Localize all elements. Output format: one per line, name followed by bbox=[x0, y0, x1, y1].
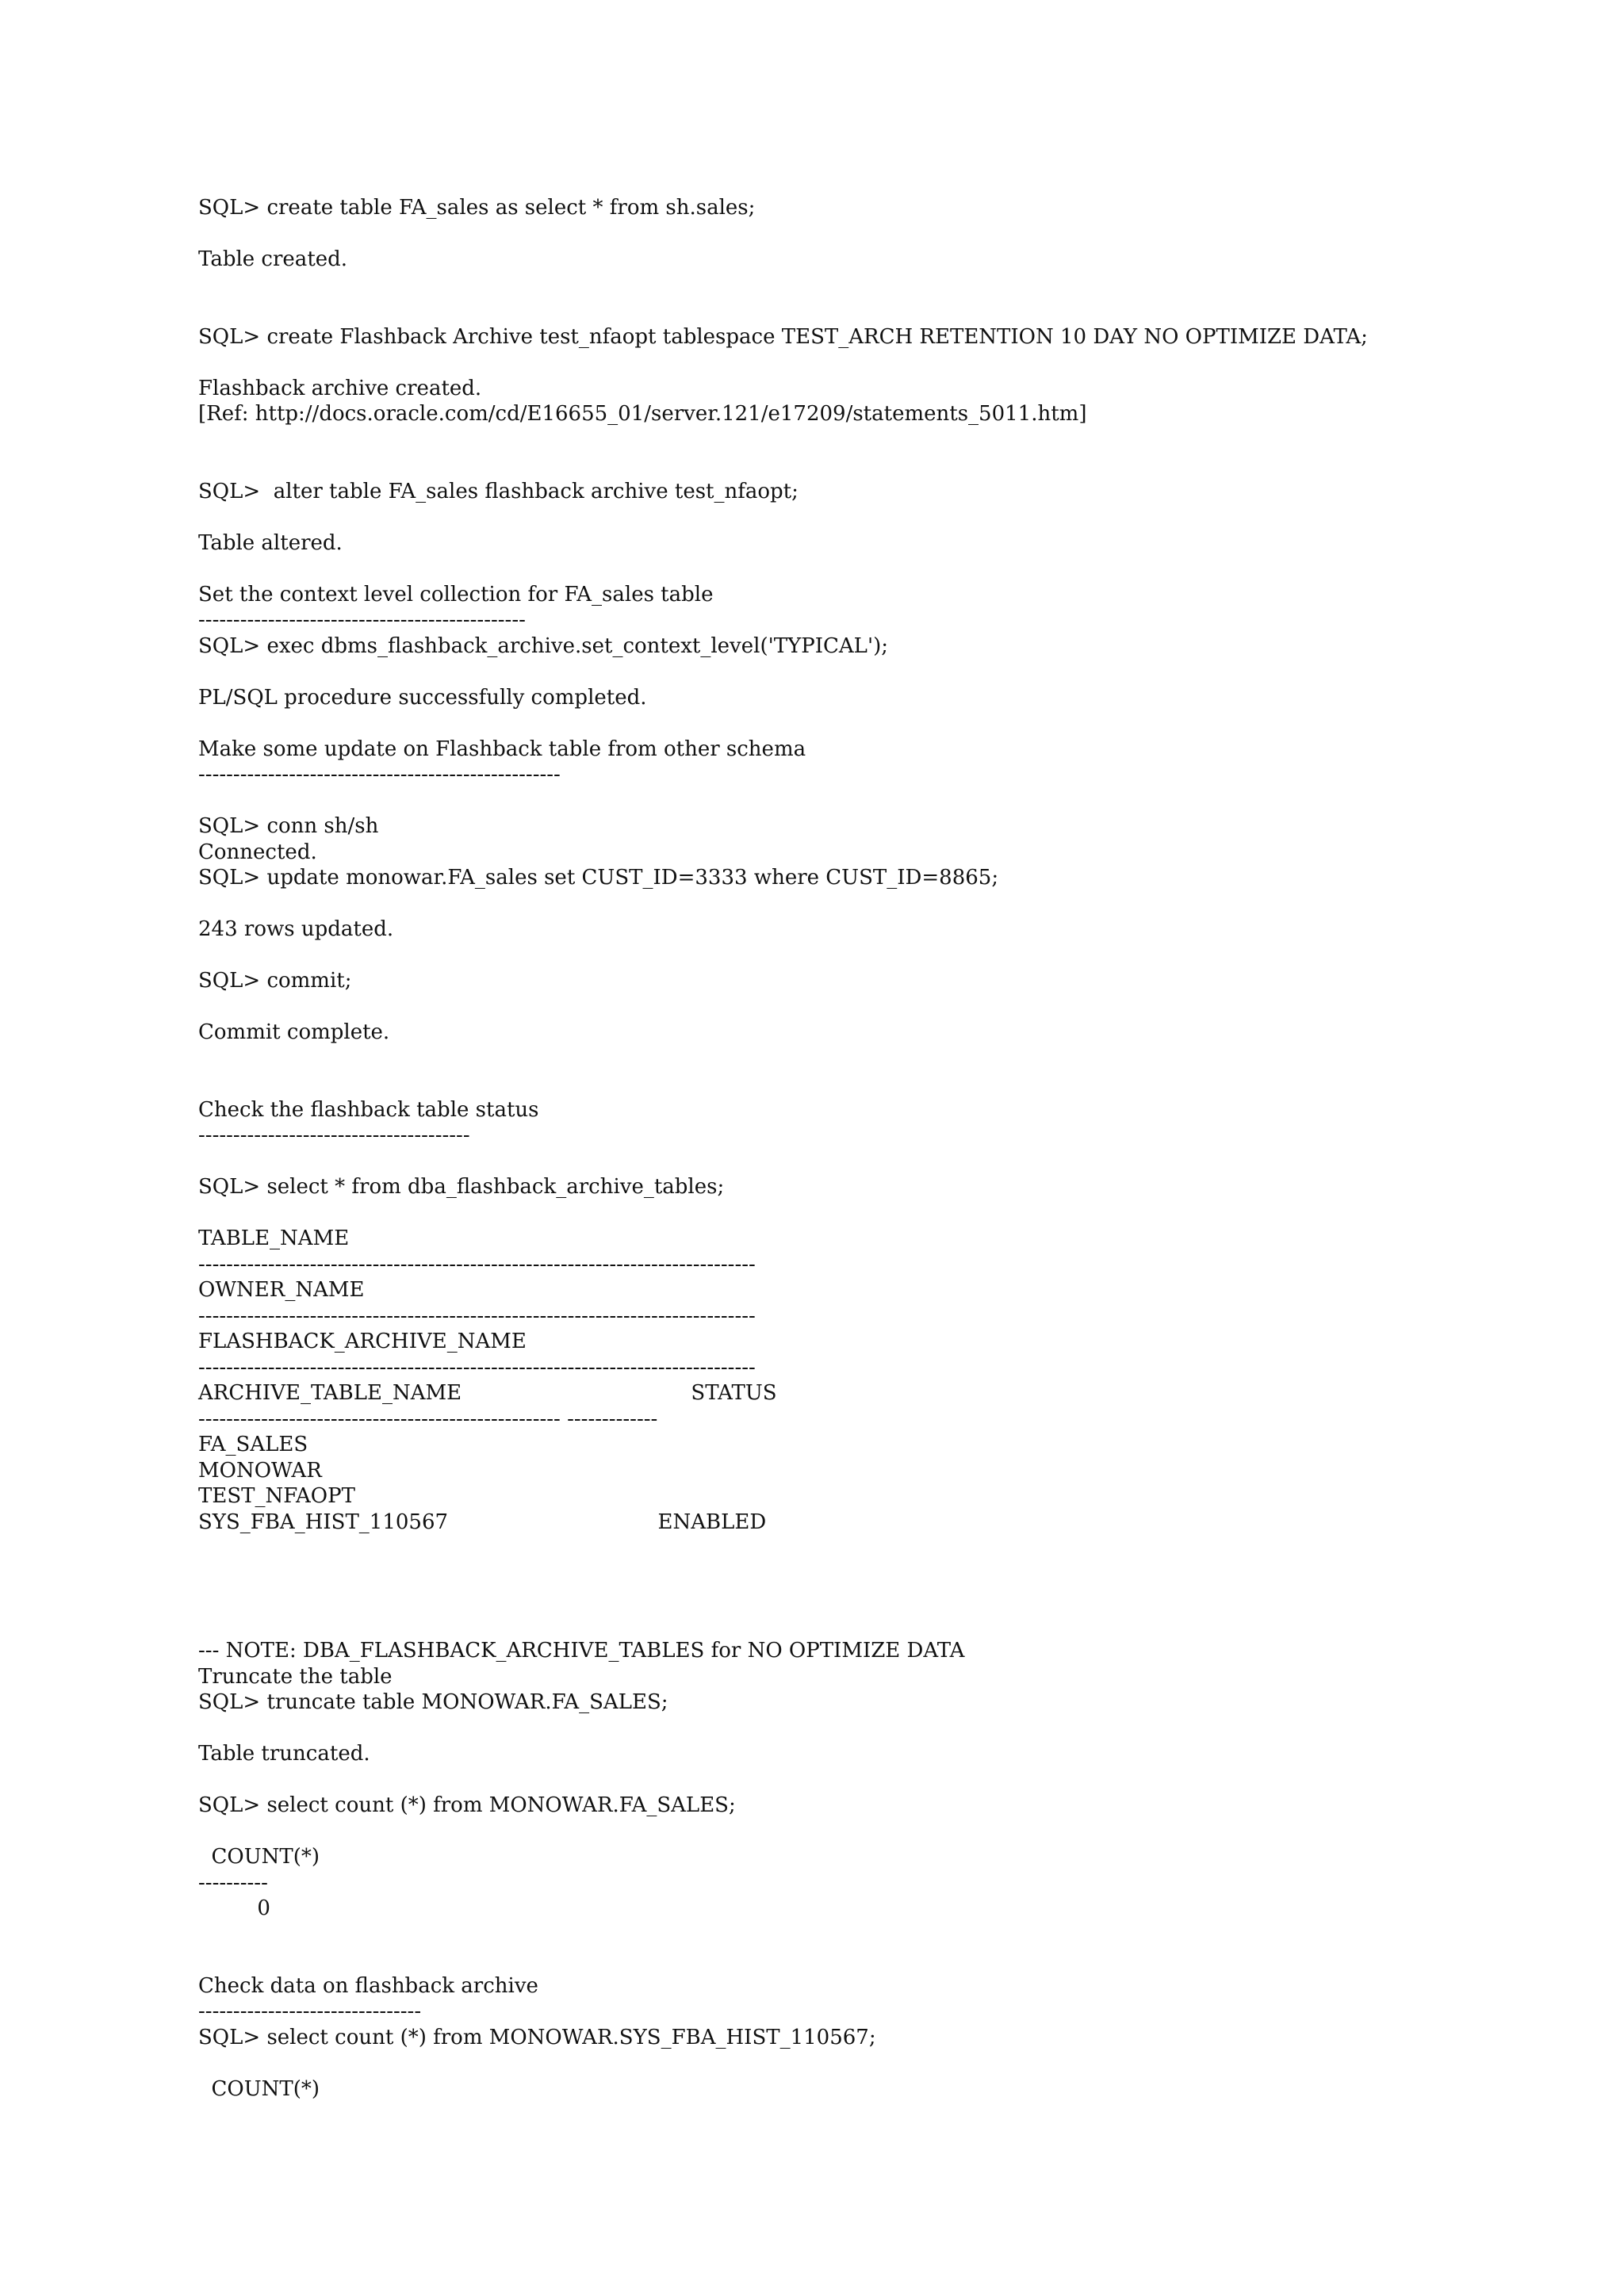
blank-line bbox=[198, 1716, 1594, 1742]
blank-line bbox=[198, 453, 1594, 479]
blank-line bbox=[198, 1767, 1594, 1793]
output-line: Flashback archive created. bbox=[198, 376, 482, 400]
blank-line bbox=[198, 1535, 1594, 1561]
output-line: Commit complete. bbox=[198, 1020, 390, 1044]
output-line: 0 bbox=[198, 1896, 270, 1920]
blank-line bbox=[198, 221, 1594, 247]
output-line: [Ref: http://docs.oracle.com/cd/E16655_01/server.121/e17209/statements_5011.htm] bbox=[198, 402, 1087, 426]
output-line: Make some update on Flashback table from other schema bbox=[198, 737, 806, 761]
blank-line bbox=[198, 994, 1594, 1020]
output-line: Table altered. bbox=[198, 530, 343, 555]
sql-command-line: SQL> select * from dba_flashback_archive_tables; bbox=[198, 1175, 725, 1199]
blank-line bbox=[198, 1200, 1594, 1226]
output-line: FA_SALES bbox=[198, 1433, 308, 1456]
blank-line bbox=[198, 1046, 1594, 1072]
separator-line: --------------------------------------- bbox=[198, 1123, 470, 1147]
blank-line bbox=[198, 710, 1594, 737]
blank-line bbox=[198, 504, 1594, 530]
output-line: TEST_NFAOPT bbox=[198, 1484, 355, 1508]
sql-command-line: SQL> exec dbms_flashback_archive.set_context_level('TYPICAL'); bbox=[198, 633, 888, 658]
sql-command-line: SQL> create table FA_sales as select * from sh.sales; bbox=[198, 196, 756, 220]
separator-line: ----------------------------------------------- bbox=[198, 608, 526, 632]
blank-line bbox=[198, 273, 1594, 299]
blank-line bbox=[198, 1922, 1594, 1948]
blank-line bbox=[198, 350, 1594, 376]
output-line: Check data on flashback archive bbox=[198, 1973, 538, 1998]
separator-line: -------------------------------------------------------------------------------- bbox=[198, 1303, 756, 1328]
output-line: PL/SQL procedure successfully completed. bbox=[198, 685, 647, 710]
output-line: COUNT(*) bbox=[198, 2076, 320, 2101]
separator-line: -------------------------------- bbox=[198, 1999, 422, 2023]
blank-line bbox=[198, 659, 1594, 685]
output-line: SYS_FBA_HIST_110567 ENABLED bbox=[198, 1510, 767, 1534]
blank-line bbox=[198, 943, 1594, 969]
output-line: COUNT(*) bbox=[198, 1845, 320, 1869]
separator-line: -------------------------------------------------------------------------------- bbox=[198, 1355, 756, 1380]
blank-line bbox=[198, 1586, 1594, 1613]
blank-line bbox=[198, 298, 1594, 324]
blank-line bbox=[198, 1071, 1594, 1097]
output-line: TABLE_NAME bbox=[198, 1226, 350, 1250]
blank-line bbox=[198, 1613, 1594, 1639]
blank-line bbox=[198, 427, 1594, 453]
blank-line bbox=[198, 1149, 1594, 1175]
sql-command-line: SQL> alter table FA_sales flashback archive test_nfaopt; bbox=[198, 479, 799, 503]
blank-line bbox=[198, 1561, 1594, 1587]
separator-line: ---------------------------------------------------- bbox=[198, 763, 561, 786]
output-line: FLASHBACK_ARCHIVE_NAME bbox=[198, 1330, 527, 1353]
blank-line bbox=[198, 1947, 1594, 1973]
sql-command-line: SQL> conn sh/sh bbox=[198, 814, 379, 838]
sql-command-line: SQL> select count (*) from MONOWAR.SYS_FBA_HIST_110567; bbox=[198, 2025, 876, 2049]
output-line: Truncate the table bbox=[198, 1664, 393, 1689]
sql-command-line: SQL> update monowar.FA_sales set CUST_ID=3333 where CUST_ID=8865; bbox=[198, 866, 999, 890]
document-page bbox=[198, 195, 1594, 2102]
separator-line: ---------------------------------------------------- ------------- bbox=[198, 1406, 658, 1431]
output-line: Connected. bbox=[198, 840, 317, 864]
blank-line bbox=[198, 556, 1594, 582]
sql-command-line: SQL> truncate table MONOWAR.FA_SALES; bbox=[198, 1690, 668, 1714]
sql-command-line: SQL> commit; bbox=[198, 969, 352, 993]
sql-command-line: SQL> select count (*) from MONOWAR.FA_SALES; bbox=[198, 1793, 736, 1817]
output-line: Check the flashback table status bbox=[198, 1097, 539, 1122]
separator-line: ---------- bbox=[198, 1870, 268, 1895]
output-line: Set the context level collection for FA_sales table bbox=[198, 582, 714, 607]
output-line: 243 rows updated. bbox=[198, 917, 394, 941]
output-line: ARCHIVE_TABLE_NAME STATUS bbox=[198, 1381, 777, 1405]
blank-line bbox=[198, 1819, 1594, 1845]
blank-line bbox=[198, 891, 1594, 917]
blank-line bbox=[198, 788, 1594, 814]
output-line: --- NOTE: DBA_FLASHBACK_ARCHIVE_TABLES for NO OPTIMIZE DATA bbox=[198, 1639, 965, 1663]
separator-line: -------------------------------------------------------------------------------- bbox=[198, 1252, 756, 1276]
sql-command-line: SQL> create Flashback Archive test_nfaopt tablespace TEST_ARCH RETENTION 10 DAY NO OPTIMIZE DATA; bbox=[198, 324, 1368, 349]
output-line: OWNER_NAME bbox=[198, 1278, 365, 1302]
output-line: Table created. bbox=[198, 247, 348, 271]
output-line: MONOWAR bbox=[198, 1458, 322, 1483]
output-line: Table truncated. bbox=[198, 1742, 370, 1766]
blank-line bbox=[198, 2050, 1594, 2076]
